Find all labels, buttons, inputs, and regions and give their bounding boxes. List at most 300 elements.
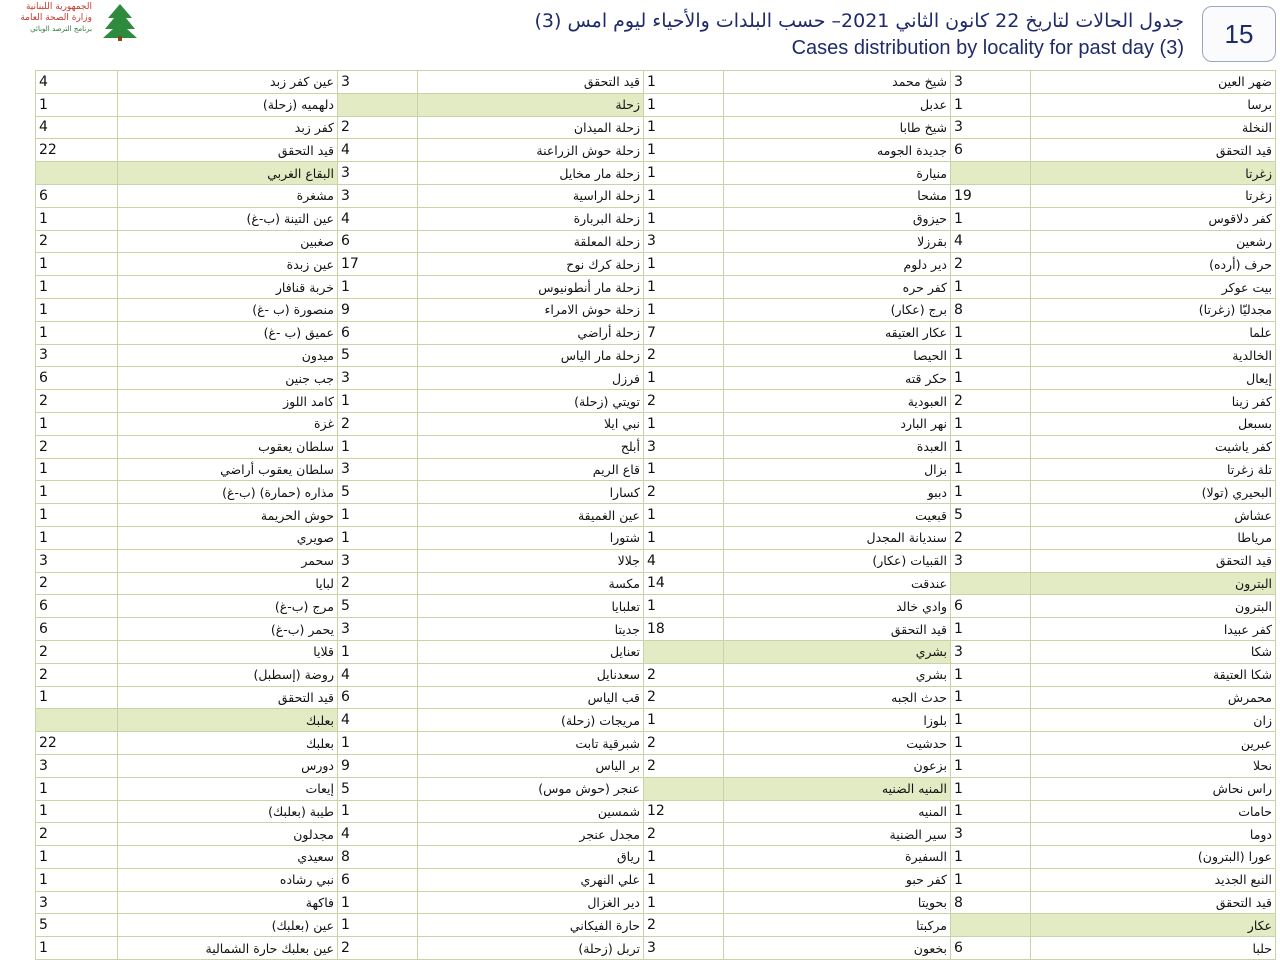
locality-name: خربة قنافار	[118, 276, 338, 299]
case-count: 1	[951, 618, 1031, 641]
case-count: 3	[951, 71, 1031, 94]
locality-name: زحلة الراسية	[418, 184, 644, 207]
locality-name: فاكهة	[118, 891, 338, 914]
case-count: 5	[951, 504, 1031, 527]
case-count: 1	[36, 686, 118, 709]
case-count: 6	[338, 230, 418, 253]
table-row	[36, 640, 1276, 663]
case-count: 1	[951, 709, 1031, 732]
table-row	[36, 595, 1276, 618]
case-count: 6	[338, 686, 418, 709]
locality-name: زحلة مار الياس	[418, 344, 644, 367]
locality-name: دير دلوم	[724, 253, 951, 276]
locality-name: العبودية	[724, 390, 951, 413]
case-count: 4	[36, 116, 118, 139]
case-count: 3	[644, 435, 724, 458]
case-count: 8	[951, 891, 1031, 914]
case-count: 1	[951, 276, 1031, 299]
locality-name: رشعين	[1031, 230, 1276, 253]
locality-name: دلهميه (زحلة)	[118, 93, 338, 116]
locality-name: برسا	[1031, 93, 1276, 116]
locality-name: قيد التحقق	[1031, 891, 1276, 914]
locality-name: منصورة (ب -غ)	[118, 298, 338, 321]
case-count: 1	[644, 595, 724, 618]
locality-name: قيد التحقق	[118, 139, 338, 162]
locality-name: مرياطا	[1031, 526, 1276, 549]
case-count: 1	[644, 139, 724, 162]
locality-name: شيخ محمد	[724, 71, 951, 94]
locality-name: سعدنايل	[418, 663, 644, 686]
case-count: 1	[644, 504, 724, 527]
locality-name: شمسين	[418, 800, 644, 823]
case-count: 2	[644, 390, 724, 413]
case-count: 1	[951, 754, 1031, 777]
case-count: 1	[644, 207, 724, 230]
district-header: البترون	[1031, 572, 1276, 595]
table-row	[36, 435, 1276, 458]
locality-name: جب جنين	[118, 367, 338, 390]
locality-name: مجدل عنجر	[418, 823, 644, 846]
locality-name: بشري	[724, 663, 951, 686]
locality-name: بزال	[724, 458, 951, 481]
locality-name: سلطان يعقوب أراضي	[118, 458, 338, 481]
locality-name: منيارة	[724, 162, 951, 185]
case-count: 4	[338, 709, 418, 732]
locality-name: ميدون	[118, 344, 338, 367]
locality-name: نبي رشاده	[118, 868, 338, 891]
table-row	[36, 709, 1276, 732]
locality-name: عين زبدة	[118, 253, 338, 276]
case-count: 3	[338, 458, 418, 481]
title-arabic: جدول الحالات لتاريخ 22 كانون الثاني 2021– حسب البلدات والأحياء ليوم امس (3)	[534, 10, 1184, 32]
case-count: 3	[644, 230, 724, 253]
case-count: 1	[951, 663, 1031, 686]
case-count	[338, 93, 418, 116]
locality-name: تلة زغرتا	[1031, 458, 1276, 481]
locality-name: القبيات (عكار)	[724, 549, 951, 572]
case-count: 6	[36, 618, 118, 641]
case-count: 1	[338, 891, 418, 914]
locality-name: كامد اللوز	[118, 390, 338, 413]
case-count: 17	[338, 253, 418, 276]
table-row	[36, 253, 1276, 276]
locality-name: طيبة (بعلبك)	[118, 800, 338, 823]
locality-name: شكا العتيقة	[1031, 663, 1276, 686]
locality-name: إيعال	[1031, 367, 1276, 390]
table-row	[36, 390, 1276, 413]
locality-name: زحلة مار مخايل	[418, 162, 644, 185]
locality-name: سلطان يعقوب	[118, 435, 338, 458]
case-count: 3	[951, 640, 1031, 663]
case-count: 1	[951, 412, 1031, 435]
case-count: 1	[644, 846, 724, 869]
case-count: 3	[338, 618, 418, 641]
table-row	[36, 504, 1276, 527]
table-row	[36, 481, 1276, 504]
locality-name: عشاش	[1031, 504, 1276, 527]
locality-name: بعلبك	[118, 732, 338, 755]
table-row	[36, 823, 1276, 846]
case-count: 2	[338, 116, 418, 139]
locality-name: زحلة كرك نوح	[418, 253, 644, 276]
locality-name: مشحا	[724, 184, 951, 207]
table-row	[36, 618, 1276, 641]
case-count	[644, 640, 724, 663]
case-count: 2	[644, 344, 724, 367]
logo-line2: وزارة الصحة العامة	[20, 13, 92, 23]
case-count: 3	[338, 549, 418, 572]
locality-name: سعيدي	[118, 846, 338, 869]
case-count: 6	[951, 937, 1031, 960]
case-count: 1	[951, 458, 1031, 481]
case-count: 1	[644, 93, 724, 116]
locality-name: عكار العتيقه	[724, 321, 951, 344]
case-count: 1	[36, 868, 118, 891]
locality-name: قبعيت	[724, 504, 951, 527]
case-count: 1	[644, 184, 724, 207]
table-row	[36, 458, 1276, 481]
case-count: 2	[644, 754, 724, 777]
case-count: 1	[36, 504, 118, 527]
locality-name: مذاره (حمارة) (ب-غ)	[118, 481, 338, 504]
locality-name: زحلة أراضي	[418, 321, 644, 344]
table-row	[36, 139, 1276, 162]
locality-name: صغبين	[118, 230, 338, 253]
locality-name: زحلة حوش الامراء	[418, 298, 644, 321]
locality-name: حارة الفيكاني	[418, 914, 644, 937]
case-count: 1	[644, 891, 724, 914]
locality-name: مركبتا	[724, 914, 951, 937]
case-count: 1	[644, 276, 724, 299]
locality-name: قاع الريم	[418, 458, 644, 481]
district-header: بشري	[724, 640, 951, 663]
table-row	[36, 549, 1276, 572]
case-count: 22	[36, 139, 118, 162]
locality-name: روضة (إسطبل)	[118, 663, 338, 686]
locality-name: تويتي (زحلة)	[418, 390, 644, 413]
case-count: 5	[338, 344, 418, 367]
table-row	[36, 71, 1276, 94]
case-count: 1	[644, 367, 724, 390]
locality-name: راس نحاش	[1031, 777, 1276, 800]
case-count: 22	[36, 732, 118, 755]
locality-name: حدشيت	[724, 732, 951, 755]
locality-name: بلوزا	[724, 709, 951, 732]
locality-name: بيت عوكر	[1031, 276, 1276, 299]
case-count: 2	[36, 663, 118, 686]
locality-name: حامات	[1031, 800, 1276, 823]
table-row	[36, 663, 1276, 686]
case-count: 3	[338, 184, 418, 207]
locality-name: لبايا	[118, 572, 338, 595]
locality-name: عندقت	[724, 572, 951, 595]
case-count: 3	[36, 344, 118, 367]
table-row	[36, 800, 1276, 823]
locality-name: بر الياس	[418, 754, 644, 777]
case-count: 2	[644, 663, 724, 686]
locality-name: كفر عبيدا	[1031, 618, 1276, 641]
table-row	[36, 93, 1276, 116]
case-count: 1	[338, 435, 418, 458]
locality-name: كفر حره	[724, 276, 951, 299]
case-count: 1	[338, 526, 418, 549]
locality-name: نبي ايلا	[418, 412, 644, 435]
cases-table	[35, 70, 1276, 960]
locality-name: تعنايل	[418, 640, 644, 663]
case-count: 1	[36, 846, 118, 869]
case-count: 1	[951, 367, 1031, 390]
case-count: 4	[338, 663, 418, 686]
case-count: 1	[951, 207, 1031, 230]
locality-name: النبع الجديد	[1031, 868, 1276, 891]
case-count: 1	[338, 914, 418, 937]
locality-name: ضهر العين	[1031, 71, 1276, 94]
case-count: 2	[36, 390, 118, 413]
locality-name: عدبل	[724, 93, 951, 116]
district-header: بعلبك	[118, 709, 338, 732]
table-row	[36, 162, 1276, 185]
locality-name: بسبعل	[1031, 412, 1276, 435]
locality-name: جديتا	[418, 618, 644, 641]
case-count: 19	[951, 184, 1031, 207]
case-count: 2	[36, 572, 118, 595]
locality-name: حكر قته	[724, 367, 951, 390]
locality-name: زان	[1031, 709, 1276, 732]
case-count: 5	[338, 481, 418, 504]
locality-name: الخالدية	[1031, 344, 1276, 367]
locality-name: المنيه	[724, 800, 951, 823]
locality-name: يحمر (ب-غ)	[118, 618, 338, 641]
table-row	[36, 207, 1276, 230]
case-count: 7	[644, 321, 724, 344]
locality-name: مكسة	[418, 572, 644, 595]
cedar-icon	[100, 2, 140, 42]
case-count: 1	[36, 298, 118, 321]
locality-name: العبدة	[724, 435, 951, 458]
locality-name: السفيرة	[724, 846, 951, 869]
page-header	[0, 0, 1280, 68]
locality-name: مريجات (زحلة)	[418, 709, 644, 732]
locality-name: قيد التحقق	[1031, 549, 1276, 572]
locality-name: البترون	[1031, 595, 1276, 618]
case-count: 4	[951, 230, 1031, 253]
case-count: 4	[338, 139, 418, 162]
locality-name: عين بعلبك حارة الشمالية	[118, 937, 338, 960]
case-count: 1	[644, 412, 724, 435]
table-row	[36, 321, 1276, 344]
case-count: 6	[338, 868, 418, 891]
case-count: 3	[36, 754, 118, 777]
locality-name: سير الضنية	[724, 823, 951, 846]
district-header: المنيه الضنيه	[724, 777, 951, 800]
locality-name: تعلبايا	[418, 595, 644, 618]
case-count: 3	[951, 116, 1031, 139]
locality-name: زحلة الميدان	[418, 116, 644, 139]
page-number-box	[1202, 6, 1276, 62]
locality-name: حوش الحريمة	[118, 504, 338, 527]
case-count: 1	[338, 640, 418, 663]
table-row	[36, 868, 1276, 891]
locality-name: إيعات	[118, 777, 338, 800]
case-count: 2	[36, 640, 118, 663]
district-header: البقاع الغربي	[118, 162, 338, 185]
case-count: 8	[951, 298, 1031, 321]
case-count	[951, 914, 1031, 937]
locality-name: بزعون	[724, 754, 951, 777]
locality-name: مجدليّا (زغرتا)	[1031, 298, 1276, 321]
locality-name: علي النهري	[418, 868, 644, 891]
district-header: عكار	[1031, 914, 1276, 937]
case-count: 14	[644, 572, 724, 595]
case-count: 1	[338, 390, 418, 413]
case-count: 5	[36, 914, 118, 937]
locality-name: جديدة الجومه	[724, 139, 951, 162]
case-count: 1	[951, 777, 1031, 800]
case-count: 1	[338, 504, 418, 527]
case-count: 1	[338, 732, 418, 755]
table-row	[36, 914, 1276, 937]
case-count: 3	[338, 162, 418, 185]
case-count: 1	[36, 93, 118, 116]
locality-name: مشغرة	[118, 184, 338, 207]
table-row	[36, 846, 1276, 869]
locality-name: النخلة	[1031, 116, 1276, 139]
case-count: 1	[951, 481, 1031, 504]
locality-name: عميق (ب -غ)	[118, 321, 338, 344]
case-count: 3	[338, 367, 418, 390]
case-count: 3	[338, 71, 418, 94]
locality-name: سنديانة المجدل	[724, 526, 951, 549]
table-row	[36, 754, 1276, 777]
case-count: 3	[951, 549, 1031, 572]
locality-name: دببو	[724, 481, 951, 504]
locality-name: نحلا	[1031, 754, 1276, 777]
ministry-logo	[6, 2, 146, 42]
locality-name: صويري	[118, 526, 338, 549]
table-row	[36, 777, 1276, 800]
locality-name: البحيري (تولا)	[1031, 481, 1276, 504]
case-count	[644, 777, 724, 800]
table-row	[36, 367, 1276, 390]
locality-name: شكا	[1031, 640, 1276, 663]
case-count: 1	[644, 458, 724, 481]
locality-name: قب الياس	[418, 686, 644, 709]
case-count: 2	[36, 823, 118, 846]
locality-name: كفر حبو	[724, 868, 951, 891]
case-count: 2	[644, 481, 724, 504]
case-count: 2	[338, 412, 418, 435]
locality-name: شبرقية تابت	[418, 732, 644, 755]
logo-line1: الجمهورية اللبنانية	[25, 2, 92, 12]
locality-name: زحلة حوش الزراعنة	[418, 139, 644, 162]
case-count: 6	[951, 595, 1031, 618]
locality-name: برج (عكار)	[724, 298, 951, 321]
table-row	[36, 937, 1276, 960]
case-count: 6	[36, 184, 118, 207]
locality-name: دوما	[1031, 823, 1276, 846]
case-count	[951, 572, 1031, 595]
district-header: زحلة	[418, 93, 644, 116]
case-count: 1	[36, 458, 118, 481]
case-count: 1	[951, 846, 1031, 869]
locality-name: عين كفر زبد	[118, 71, 338, 94]
case-count: 18	[644, 618, 724, 641]
case-count: 2	[644, 686, 724, 709]
locality-name: وادي خالد	[724, 595, 951, 618]
case-count: 1	[951, 93, 1031, 116]
locality-name: كفر ياشيت	[1031, 435, 1276, 458]
case-count: 1	[36, 207, 118, 230]
case-count: 1	[951, 732, 1031, 755]
locality-name: دير الغزال	[418, 891, 644, 914]
case-count: 1	[36, 412, 118, 435]
case-count: 4	[644, 549, 724, 572]
table-row	[36, 526, 1276, 549]
case-count: 1	[36, 481, 118, 504]
locality-name: بحويتا	[724, 891, 951, 914]
case-count: 1	[951, 686, 1031, 709]
case-count: 1	[36, 321, 118, 344]
locality-name: حدث الجبه	[724, 686, 951, 709]
locality-name: كسارا	[418, 481, 644, 504]
case-count: 8	[338, 846, 418, 869]
case-count: 9	[338, 298, 418, 321]
locality-name: زحلة المعلقة	[418, 230, 644, 253]
case-count: 2	[338, 572, 418, 595]
locality-name: كفر دلاقوس	[1031, 207, 1276, 230]
case-count: 2	[36, 230, 118, 253]
case-count: 1	[644, 526, 724, 549]
case-count: 4	[338, 207, 418, 230]
case-count: 2	[644, 823, 724, 846]
case-count: 2	[951, 253, 1031, 276]
case-count: 1	[36, 800, 118, 823]
case-count: 2	[36, 435, 118, 458]
table-row	[36, 116, 1276, 139]
logo-line3: برنامج الترصد الوبائي	[30, 25, 92, 33]
case-count: 1	[644, 162, 724, 185]
locality-name: شتورا	[418, 526, 644, 549]
locality-name: جلالا	[418, 549, 644, 572]
case-count: 1	[36, 777, 118, 800]
case-count: 2	[951, 526, 1031, 549]
locality-name: سحمر	[118, 549, 338, 572]
case-count: 12	[644, 800, 724, 823]
page-number: 15	[1224, 19, 1254, 49]
case-count: 3	[644, 937, 724, 960]
case-count: 9	[338, 754, 418, 777]
case-count: 4	[36, 71, 118, 94]
locality-name: زحلة مار أنطونيوس	[418, 276, 644, 299]
case-count: 3	[951, 823, 1031, 846]
case-count: 5	[338, 595, 418, 618]
locality-name: حيزوق	[724, 207, 951, 230]
case-count: 1	[951, 435, 1031, 458]
locality-name: غزة	[118, 412, 338, 435]
case-count: 2	[644, 732, 724, 755]
locality-name: قيد التحقق	[1031, 139, 1276, 162]
locality-name: قلايا	[118, 640, 338, 663]
locality-name: محمرش	[1031, 686, 1276, 709]
case-count: 1	[951, 800, 1031, 823]
case-count: 6	[36, 367, 118, 390]
case-count: 1	[338, 800, 418, 823]
table-row	[36, 276, 1276, 299]
case-count: 1	[644, 116, 724, 139]
case-count: 4	[338, 823, 418, 846]
locality-name: حرف (أرده)	[1031, 253, 1276, 276]
case-count: 2	[644, 914, 724, 937]
